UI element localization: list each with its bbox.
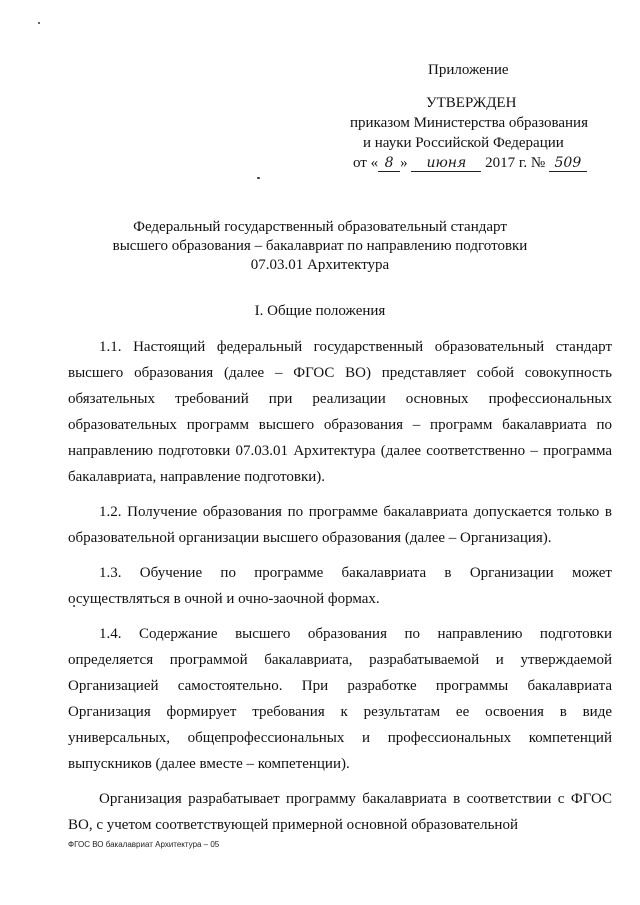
handwritten-month: июня <box>411 156 481 172</box>
title-line-1: Федеральный государственный образовательный стандарт <box>133 219 507 235</box>
order-line-1: приказом Министерства образования <box>350 115 588 131</box>
appendix-label: Приложение <box>428 62 509 78</box>
order-line-2: и науки Российской Федерации <box>363 135 564 151</box>
paragraph-1-4: 1.4. Содержание высшего образования по направлению подготовки определяется программой бакалавриата, разрабатываемой и утверждаемой Организацией самостоятельно. При разработке программы бакалавриата Организация формирует требования к результатам ее освоения в виде универсальных, общепрофессиональных и профессиональных компетенций выпускников (далее вместе – компетенции). <box>68 626 612 772</box>
document-title <box>0 218 640 275</box>
paragraph-1-3: 1.3. Обучение по программе бакалавриата в Организации может осуществляться в очной и очно-заочной формах. <box>68 565 612 607</box>
paragraph-organization: Организация разрабатывает программу бакалавриата в соответствии с ФГОС ВО, с учетом соответствующей примерной основной образовательной <box>68 791 612 833</box>
paragraph-1-2: 1.2. Получение образования по программе бакалавриата допускается только в образовательной организации высшего образования (далее – Организация). <box>68 504 612 546</box>
date-prefix: от « <box>353 155 379 171</box>
handwritten-day: 8 <box>378 156 400 172</box>
date-mid: » <box>400 155 408 171</box>
scan-speck <box>38 22 40 24</box>
approval-block <box>330 60 610 173</box>
section-heading: I. Общие положения <box>254 303 386 319</box>
paragraph-1-1: 1.1. Настоящий федеральный государственный образовательный стандарт высшего образования (далее – ФГОС ВО) представляет собой совокупность обязательных требований при реализации основных профессиональных образовательных программ высшего образования – программ бакалавриата по направлению подготовки 07.03.01 Архитектура (далее соответственно – программа бакалавриата, направление подготовки). <box>68 339 612 485</box>
title-line-3: 07.03.01 Архитектура <box>250 257 390 273</box>
document-body <box>68 334 612 838</box>
page-footer: ФГОС ВО бакалавриат Архитектура – 05 <box>68 840 220 849</box>
handwritten-order-number: 509 <box>549 156 587 172</box>
scan-speck <box>257 177 260 179</box>
title-line-2: высшего образования – бакалавриат по направлению подготовки <box>112 238 528 254</box>
order-date-line <box>330 153 610 173</box>
approved-label: УТВЕРЖДЕН <box>426 95 517 111</box>
year-and-number-label: 2017 г. № <box>485 155 546 171</box>
